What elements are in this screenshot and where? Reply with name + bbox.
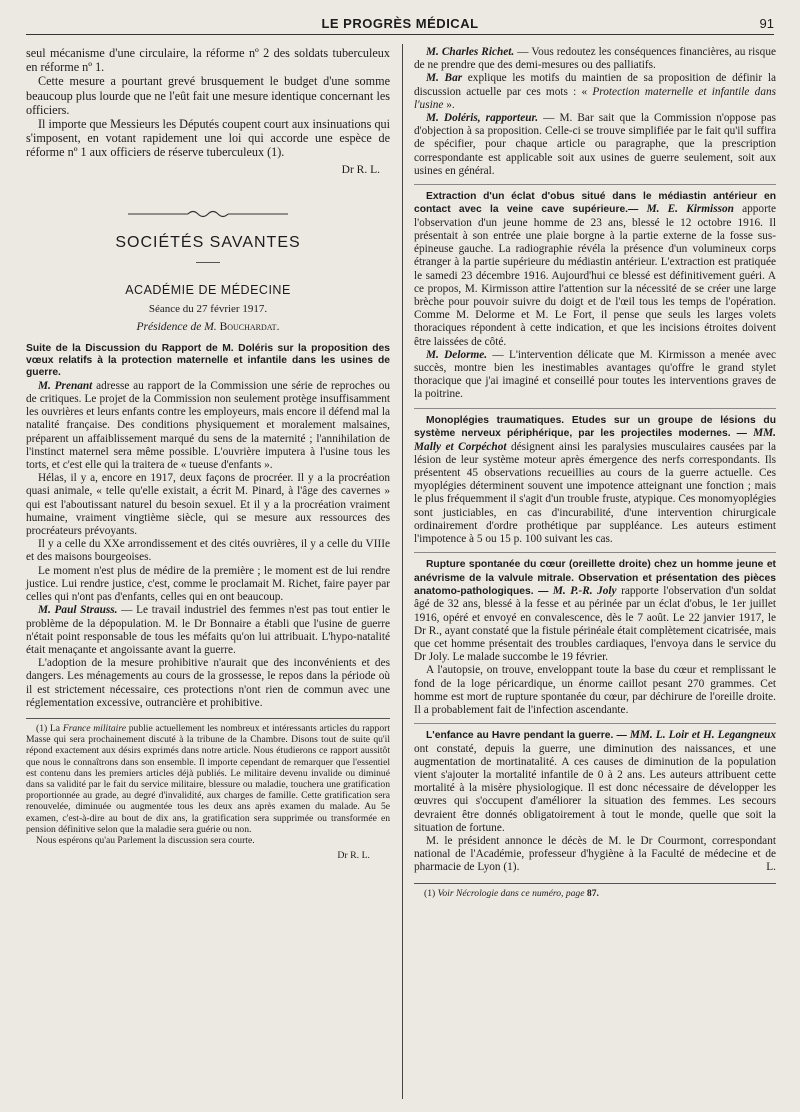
strauss-text: — Le travail industriel des femmes n'est pas tout entier le problème de la dépopulation. M. le Dr Bonnaire a établi que l'usine de guerre n'était point responsable de tous les méfaits qu'on lui attribuait. L'hypo-natalité était menaçante et angoissante avant la guerre. [26, 604, 390, 656]
delorme-text: — L'intervention délicate que M. Kirmisson a menée avec succès, montre bien les inestimables avantages qu'offre le grand stylet thoracique que j'ai imaginé et conseillé pour toutes les interventions graves de la poitrine. [414, 348, 776, 401]
bar-end: ». [446, 98, 455, 111]
journal-title: LE PROGRÈS MÉDICAL [321, 16, 479, 31]
separator-2 [414, 408, 776, 409]
footnote-rule-right [414, 883, 776, 884]
delorme-paragraph [414, 349, 776, 402]
footnote-1 [26, 723, 390, 835]
bar-paragraph [414, 72, 776, 112]
running-head [26, 12, 774, 35]
item-havre [414, 729, 776, 835]
footnote-signature: Dr R. L. [337, 850, 370, 862]
item1-author: M. E. Kirmisson [646, 203, 734, 216]
adoption-paragraph: L'adoption de la mesure prohibitive n'aurait que des inconvénients et des dangers. Les ménagements au cours de la grossesse, le repos dans la période où il est strictement nécessaire, ces protections n'ont rien de commun avec une réglementation excessive, outrancière et prohibitive. [26, 657, 390, 709]
item4-title: L'enfance au Havre pendant la guerre. — [426, 730, 627, 742]
separator-1 [414, 184, 776, 185]
strauss-name: M. Paul Strauss. [38, 604, 118, 617]
arrondissement-paragraph: Il y a celle du XXe arrondissement et des cités ouvrières, il y a celle du VIIIe et des maisons bourgeoises. [26, 538, 390, 564]
strauss-paragraph [26, 604, 390, 657]
item4-text: ont constaté, depuis la guerre, une diminution des naissances, et une augmentation de mortinatalité. A ces causes de diminution de la population vient s'ajouter la mortalité infantile de 0 à 2 ans. Les auteurs attribuent cette mortalité à la misère physiologique. Il est donc nécessaire de développer les œuvres qui s'occupent d'améliorer la situation des femmes. Les secours devraient être donnés obligatoirement à tout le monde, quelle que soit la situation de fortune. [414, 742, 776, 834]
moment-paragraph: Le moment n'est plus de médire de la première ; le moment est de lui rendre justice. Lui rendre justice, c'est, comme le proclamait M. Richet, faire payer par celles qui n'ont pas d'enfants, celles qui en ont beaucoup. [26, 564, 390, 604]
intro-signature: Dr R. L. [341, 163, 380, 176]
president-paragraph [414, 835, 776, 875]
right-column [414, 46, 776, 899]
item2-author: MM. Mally et Corpéchot [414, 427, 776, 453]
president-signature: L. [766, 861, 776, 874]
doleris-text: — M. Bar sait que la Commission n'oppose pas d'objection à sa proposition. Celle-ci se trouve simplifiée par le fait qu'il suffira de spécifier, pour chaque article ou paragraphe, que la prescription correspondante est applicable soit aux usines de guerre seulement, soit aux usines en général. [414, 112, 776, 177]
presidence-name: Bouchardat. [219, 320, 280, 333]
intro-paragraph-3: Il importe que Messieurs les Députés coupent court aux insinuations qui s'imposent, en votant rapidement une loi qui accorde une espèce de réforme nº 1 aux officiers de réserve tuberculeux (1). [26, 117, 391, 160]
prenant-name: M. Prenant [38, 379, 93, 392]
footnote-rule [26, 718, 390, 719]
bar-text: explique les motifs du maintien de sa proposition de définir la discussion actuelle par ces mots : « [414, 72, 776, 98]
item1-title: Extraction d'un éclat d'obus situé dans le médiastin antérieur en contact avec la veine cave supérieure.— [414, 191, 776, 216]
prenant-text: adresse au rapport de la Commission une série de reproches ou de critiques. Le projet de la Commission non seulement protège insuffisamment les ouvrières et leurs enfants contre les employeurs, mais encore il défend mal la natalité française. Des conditions physiquement et moralement malsaines, préparent un affaiblissement marqué du sens de la maternité ; l'annihilation de l'instinct maternel sera même possible. L'ouvrière imputera à l'usine tous les torts, et c'est elle qui la traitera de « tueuse d'enfants ». [26, 379, 391, 472]
intro-paragraph-2: Cette mesure a pourtant grevé brusquement le budget d'une somme beaucoup plus lourde que ne l'eût fait une mesure identique concernant les officiers. [26, 74, 390, 117]
item4-author: MM. L. Loir et H. Legangneux [629, 729, 777, 742]
section-title: SOCIÉTÉS SAVANTES [26, 234, 390, 263]
richet-text: — Vous redoutez les conséquences financières, au risque de ne prendre que des demi-mesures ou des palliatifs. [414, 46, 776, 72]
helas-paragraph: Hélas, il y a, encore en 1917, deux façons de procréer. Il y a la procréation quasi animale, « telle qu'elle existait, a écrit M. Pinard, à l'âge des cavernes » qui est l'aboutissant naturel du besoin sexuel. Et il y a la procréation vraiment humaine, vraiment vingtième siècle, qui se mesure aux ressources des procréateurs prévoyants. [26, 472, 390, 538]
richet-name: M. Charles Richet. [426, 46, 515, 58]
ornament-flourish-icon [128, 209, 288, 219]
separator-4 [414, 723, 776, 724]
doleris-name: M. Doléris, rapporteur. [426, 112, 539, 125]
item-rupture [414, 558, 776, 664]
delorme-name: M. Delorme. [426, 348, 488, 361]
item3-text: rapporte l'observation d'un soldat âgé de 32 ans, blessé à la fesse et au périnée par un éclat d'obus, le 1er juillet 1916, opéré et envoyé en convalescence, dès le 7 août. Le 22 janvier 1917, le Dr R., ayant constaté que la fistule périnéale était complètement cicatrisée, mais que cet homme présentait des troubles cardiaques, l'envoya dans le service du Dr Joly. Le malade succombe le 19 février. [414, 584, 777, 664]
seance-date: Séance du 27 février 1917. [148, 302, 268, 315]
item3-author: M. P.-R. Joly [552, 584, 617, 597]
footnote-italic: France militaire [62, 722, 126, 734]
column-divider [402, 44, 403, 1099]
page-number: 91 [759, 16, 774, 31]
president-text: M. le président annonce le décès de M. le Dr Courmont, correspondant national de l'Académie, professeur d'hygiène à la Faculté de médecine et de pharmacie de Lyon (1). [414, 835, 776, 874]
discussion-title: Suite de la Discussion du Rapport de M. Doléris sur la proposition des vœux relatifs à la protection maternelle et infantile dans les usines de guerre. [26, 342, 390, 379]
presidence-prefix: Présidence de M. [136, 320, 217, 333]
footnote-right-italic: Voir Nécrologie dans ce numéro, page [437, 887, 585, 899]
footnote-right-page: 87. [586, 887, 599, 899]
item2-title: Monoplégies traumatiques. Etudes sur un groupe de lésions du système nerveux périphérique, par les projectiles modernes. — [414, 414, 776, 440]
footnote-mark: (1) La [36, 722, 61, 734]
footnote-right-prefix: (1) [424, 887, 436, 899]
ornament-divider [26, 206, 390, 216]
footnote-right [414, 888, 776, 899]
item2-text: désignent ainsi les paralysies musculaires causées par la lésion de leur système moteur après émergence des nerfs correspondants. Ils présentent 45 observations recueillies au cours de la guerre actuelle. Ces myoplégies déterminent souvent une impotence atteignant une fonction ; mais le plus fréquemment il s'agit d'un trouble fruste, atypique. Ces monomyoplégies sont justiciables, en cas d'incurabilité, d'une intervention chirurgicale ordinairement d'ordre prothétique par suppléance. Les auteurs estiment l'impotence à 5 ou 15 p. 100 suivant les cas. [414, 440, 776, 545]
item-monoplegies [414, 414, 776, 546]
doleris-paragraph [414, 112, 776, 178]
bar-name: M. Bar [426, 72, 463, 85]
item1-text: apporte l'observation d'un jeune homme de 23 ans, blessé le 12 octobre 1916. Il présentait à son entrée une plaie borgne à la partie externe de la fosse sus-épineuse gauche. La radiographie révéla la présence d'un volumineux corps étranger à la partie supérieure du médiastin antérieur. L'extraction est pratiquée le samedi 23 décembre 1916. Aujourd'hui ce blessé est définitivement guéri. A ce propos, M. Kirmisson attire l'attention sur la nécessité de se créer une large brèche pour pouvoir suivre du doigt et de l'œil tous les temps de l'opération. Comme M. Delorme et M. Le Fort, il pense que seuls les larges volets thoraciques répondent à cette indication, et que les incisions étroites doivent être laissées de côté. [414, 203, 776, 348]
bar-quote: Protection maternelle et infantile dans l'usine [414, 85, 777, 111]
presidence-line [26, 321, 390, 333]
separator-3 [414, 552, 776, 553]
intro-paragraph-1: seul mécanisme d'une circulaire, la réforme nº 2 des soldats tuberculeux en réforme nº 1. [26, 46, 390, 75]
footnote-text: publie actuellement les nombreux et intéressants articles du rapport Masse qui sera prochainement discuté à la tribune de la Chambre. Disons tout de suite qu'il répond exactement aux désirs exprimés dans notre article. Nous étudierons ce rapport aussitôt que nous le connaîtrons dans son ensemble. Il importe cependant de remarquer que l'essentiel est contenu dans les premiers articles déjà publiés. Le militaire devenu invalide ou diminué dans sa validité par le fait du service militaire, blessure ou maladie, touchera une gratification proportionnée au grade, au degré d'invalidité, aux charges de famille. Cette gratification sera renouvelée, diminuée ou augmentée tous les deux ans après examen du malade. Au 5e examen, c'est-à-dire au bout de dix ans, la gratification sera supprimée ou transformée en pension définitive selon que la maladie sera guérie ou non. [26, 722, 390, 835]
richet-paragraph [414, 46, 776, 72]
item-kirmisson [414, 190, 776, 349]
item3-title: Rupture spontanée du cœur (oreillette droite) chez un homme jeune et anévrisme de la valvule mitrale. Observation et présentation des pièces anatomo-pathologiques. — [414, 559, 776, 597]
footnote-2: Nous espérons qu'au Parlement la discussion sera courte. [36, 834, 255, 846]
autopsie-paragraph: A l'autopsie, on trouve, enveloppant toute la base du cœur et remplissant le fond de la loge péricardique, un énorme caillot pesant 270 grammes. Cet homme est mort de rupture spontanée du cœur, par déchirure de l'oreille droite. Il a probablement fait de l'infection ascendante. [414, 664, 776, 716]
left-column [26, 46, 390, 861]
prenant-paragraph [26, 380, 390, 472]
academy-heading: ACADÉMIE DE MÉDECINE [125, 282, 291, 297]
